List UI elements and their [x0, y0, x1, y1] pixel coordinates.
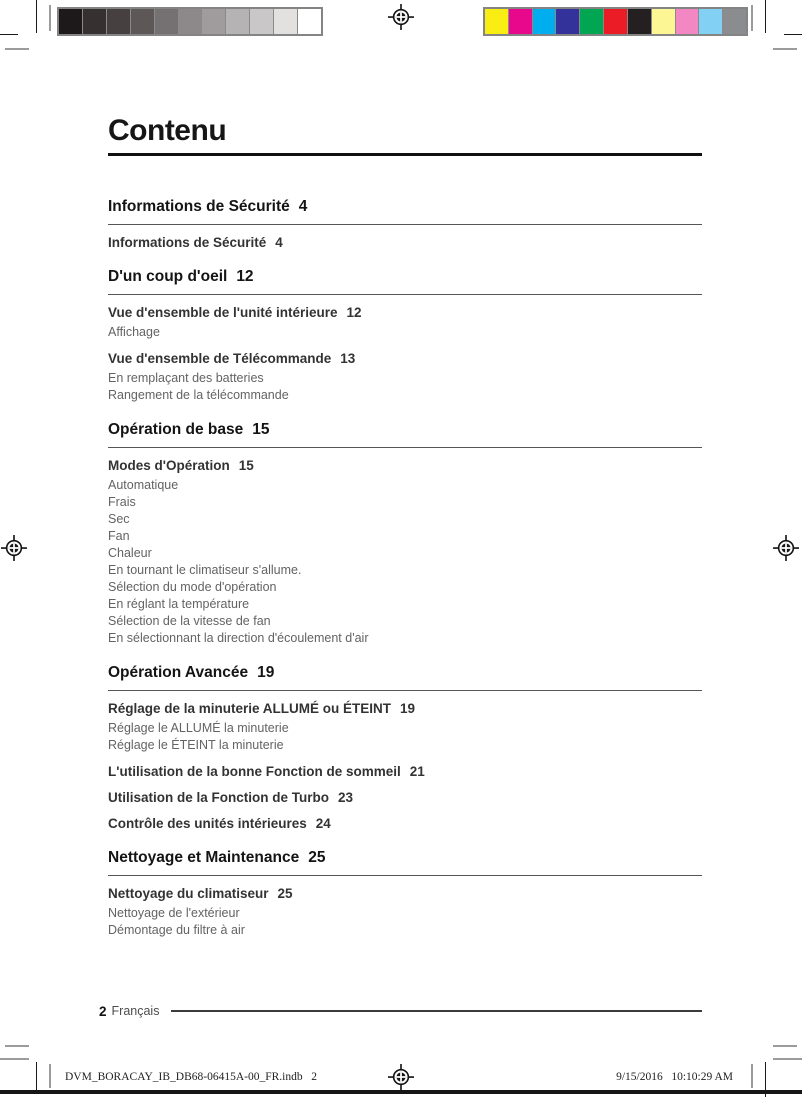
toc-entry — [108, 630, 702, 647]
toc-entry-title: Utilisation de la Fonction de Turbo — [108, 790, 329, 805]
toc-entry — [108, 815, 702, 832]
calibration-swatch — [83, 9, 107, 34]
calibration-swatch — [485, 9, 509, 34]
calibration-swatch — [274, 9, 298, 34]
toc-entry — [108, 885, 702, 902]
toc-entry — [108, 324, 702, 341]
toc-entry-title: L'utilisation de la bonne Fonction de sommeil — [108, 764, 401, 779]
calibration-swatch — [155, 9, 179, 34]
title-rule — [108, 153, 702, 156]
calibration-swatch — [59, 9, 83, 34]
toc-entry — [108, 477, 702, 494]
calibration-swatch — [298, 9, 321, 34]
crop-mark — [765, 0, 766, 33]
toc-entry — [108, 528, 702, 545]
calibration-swatch — [676, 9, 700, 34]
toc-section-page: 15 — [252, 421, 270, 438]
toc-entry-title: Nettoyage du climatiseur — [108, 886, 269, 901]
crop-mark — [36, 0, 37, 33]
crop-mark — [773, 1058, 802, 1060]
color-calibration-bar — [483, 7, 748, 36]
crop-mark — [36, 1062, 37, 1092]
table-of-contents — [108, 197, 702, 939]
toc-entry-title: Automatique — [108, 478, 179, 492]
toc-entry-title: Vue d'ensemble de Télécommande — [108, 351, 332, 366]
toc-entry-title: Frais — [108, 495, 136, 509]
footer-language: Français — [111, 1004, 160, 1018]
toc-entry — [108, 350, 702, 367]
toc-entry-page: 25 — [277, 886, 293, 901]
toc-section-title: D'un coup d'oeil — [108, 268, 228, 285]
toc-entry — [108, 737, 702, 754]
calibration-swatch — [107, 9, 131, 34]
toc-section-heading — [108, 197, 702, 225]
toc-entry — [108, 234, 702, 251]
toc-section-page: 4 — [298, 198, 308, 215]
toc-entry-page: 24 — [315, 816, 331, 831]
toc-entry — [108, 387, 702, 404]
toc-section — [108, 197, 702, 251]
toc-section — [108, 848, 702, 939]
toc-section-page: 25 — [308, 849, 326, 866]
toc-entry-title: Rangement de la télécommande — [108, 388, 289, 402]
calibration-swatch — [723, 9, 746, 34]
page-footer — [99, 1001, 702, 1021]
grayscale-calibration-bar — [57, 7, 323, 36]
toc-entry-title: Sélection du mode d'opération — [108, 580, 277, 594]
crop-mark — [784, 34, 802, 35]
toc-section — [108, 267, 702, 404]
toc-entry — [108, 922, 702, 939]
crop-mark — [49, 5, 51, 31]
toc-entry-page: 13 — [340, 351, 356, 366]
toc-entry — [108, 304, 702, 321]
calibration-swatch — [533, 9, 557, 34]
page-bottom-edge — [0, 1090, 802, 1094]
toc-entry-page: 19 — [400, 701, 416, 716]
calibration-swatch — [556, 9, 580, 34]
toc-section-heading — [108, 267, 702, 295]
calibration-swatch — [250, 9, 274, 34]
calibration-swatch — [202, 9, 226, 34]
calibration-swatch — [131, 9, 155, 34]
toc-entry-title: En sélectionnant la direction d'écoulement d'air — [108, 631, 369, 645]
calibration-swatch — [628, 9, 652, 34]
toc-section-title: Informations de Sécurité — [108, 198, 290, 215]
crop-mark — [751, 1064, 753, 1088]
toc-entry — [108, 457, 702, 474]
toc-entry — [108, 511, 702, 528]
toc-section-title: Opération Avancée — [108, 664, 249, 681]
toc-section-page: 12 — [236, 268, 254, 285]
registration-mark-left — [1, 535, 27, 561]
crop-mark — [5, 48, 29, 50]
toc-entry-page: 4 — [275, 235, 283, 250]
toc-section — [108, 420, 702, 647]
calibration-swatch — [604, 9, 628, 34]
calibration-swatch — [179, 9, 203, 34]
registration-mark-top — [388, 4, 414, 30]
crop-mark — [0, 1058, 29, 1060]
toc-entry — [108, 700, 702, 717]
toc-entry-page: 21 — [409, 764, 425, 779]
crop-mark — [5, 1045, 29, 1047]
toc-entry-title: Modes d'Opération — [108, 458, 230, 473]
toc-section-title: Nettoyage et Maintenance — [108, 849, 300, 866]
toc-entry — [108, 494, 702, 511]
toc-section — [108, 663, 702, 832]
print-datetime: 9/15/2016 10:10:29 AM — [616, 1071, 733, 1083]
toc-entry-page: 23 — [338, 790, 354, 805]
toc-entry — [108, 545, 702, 562]
toc-entry-title: Nettoyage de l'extérieur — [108, 906, 240, 920]
crop-mark — [0, 34, 18, 35]
toc-entry-title: Contrôle des unités intérieures — [108, 816, 307, 831]
crop-mark — [773, 48, 797, 50]
toc-entry-title: En réglant la température — [108, 597, 250, 611]
toc-section-title: Opération de base — [108, 421, 244, 438]
crop-mark — [49, 1064, 51, 1088]
crop-mark — [773, 1045, 797, 1047]
page-number: 2 — [99, 1003, 107, 1019]
calibration-swatch — [580, 9, 604, 34]
toc-entry — [108, 905, 702, 922]
calibration-swatch — [509, 9, 533, 34]
toc-entry-title: Vue d'ensemble de l'unité intérieure — [108, 305, 338, 320]
toc-entry-title: Affichage — [108, 325, 160, 339]
toc-entry-title: Informations de Sécurité — [108, 235, 267, 250]
toc-section-heading — [108, 663, 702, 691]
toc-entry-title: Réglage le ALLUMÉ la minuterie — [108, 721, 289, 735]
toc-entry-title: Chaleur — [108, 546, 152, 560]
toc-entry — [108, 613, 702, 630]
print-file-info: DVM_BORACAY_IB_DB68-06415A-00_FR.indb 2 — [65, 1071, 317, 1083]
toc-section-page: 19 — [257, 664, 275, 681]
toc-entry-title: Réglage le ÉTEINT la minuterie — [108, 738, 284, 752]
registration-mark-bottom — [388, 1064, 414, 1090]
toc-entry-page: 12 — [346, 305, 362, 320]
toc-entry-title: Sec — [108, 512, 130, 526]
toc-section-heading — [108, 848, 702, 876]
toc-entry-title: En tournant le climatiseur s'allume. — [108, 563, 302, 577]
toc-entry — [108, 789, 702, 806]
page-title: Contenu — [108, 114, 227, 147]
toc-section-heading — [108, 420, 702, 448]
calibration-swatch — [699, 9, 723, 34]
toc-entry-title: Démontage du filtre à air — [108, 923, 245, 937]
toc-entry — [108, 720, 702, 737]
toc-entry-title: En remplaçant des batteries — [108, 371, 264, 385]
toc-entry-page: 15 — [238, 458, 254, 473]
toc-entry — [108, 562, 702, 579]
footer-rule — [171, 1010, 702, 1012]
crop-mark — [751, 5, 753, 31]
toc-entry-title: Sélection de la vitesse de fan — [108, 614, 271, 628]
registration-mark-right — [773, 535, 799, 561]
calibration-swatch — [226, 9, 250, 34]
toc-entry-title: Réglage de la minuterie ALLUMÉ ou ÉTEINT — [108, 701, 392, 716]
toc-entry — [108, 763, 702, 780]
toc-entry-title: Fan — [108, 529, 130, 543]
toc-entry — [108, 579, 702, 596]
toc-entry — [108, 596, 702, 613]
toc-entry — [108, 370, 702, 387]
calibration-swatch — [652, 9, 676, 34]
